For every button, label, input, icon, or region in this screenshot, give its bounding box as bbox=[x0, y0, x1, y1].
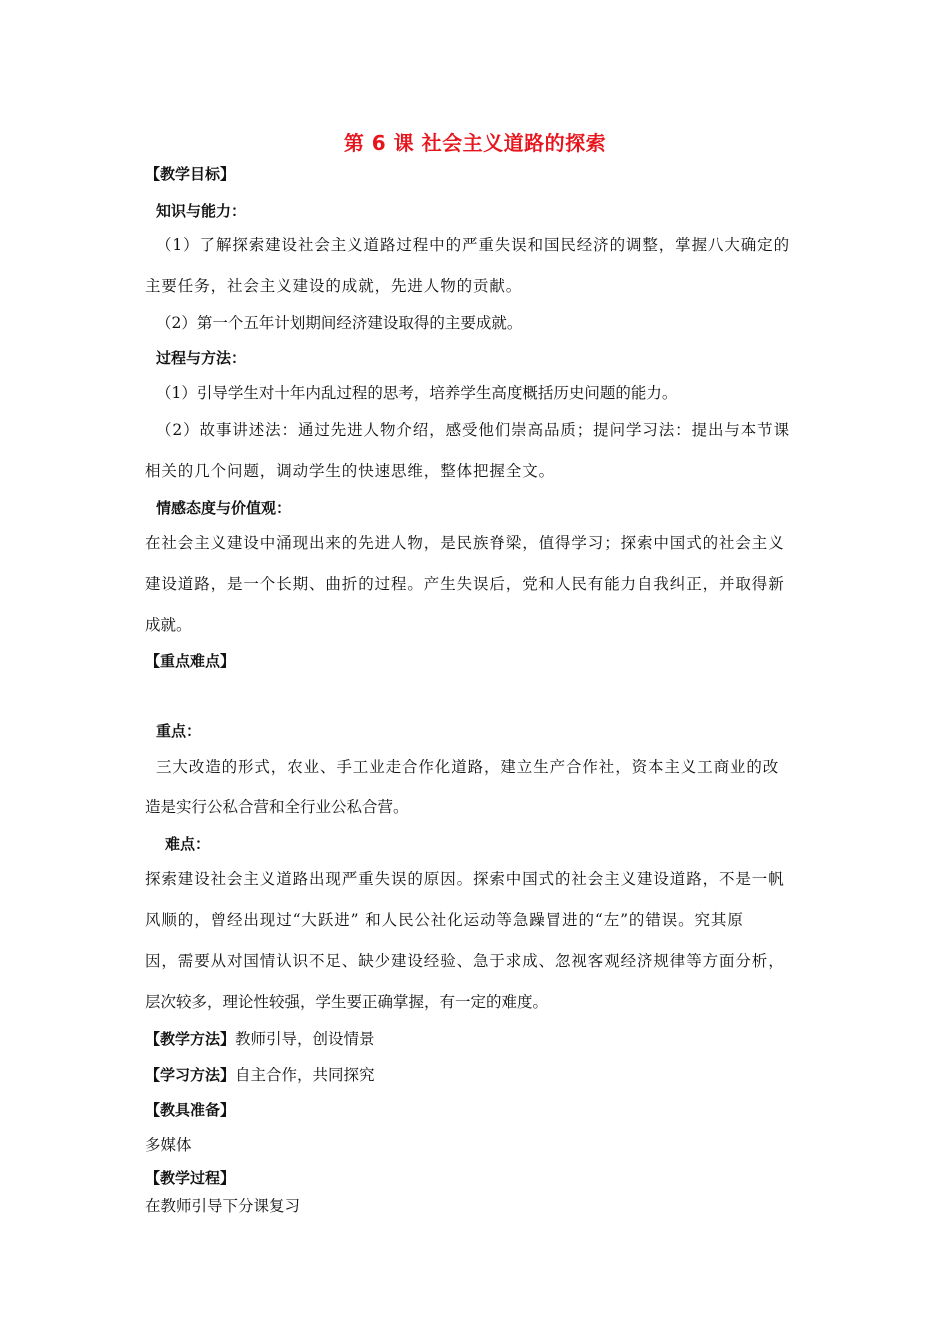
teaching-procedure-text: 在教师引导下分课复习 bbox=[145, 1197, 301, 1215]
knowledge-item-2: （2）第一个五年计划期间经济建设取得的主要成就。 bbox=[156, 314, 523, 332]
emotion-line-1: 在社会主义建设中涌现出来的先进人物，是民族脊梁，值得学习；探索中国式的社会主义 bbox=[145, 534, 785, 552]
process-item-2-line-1: （2）故事讲述法：通过先进人物介绍，感受他们崇高品质；提问学习法：提出与本节课 bbox=[156, 421, 790, 439]
teaching-method-text: 教师引导，创设情景 bbox=[235, 1030, 375, 1048]
difficulty-line-3: 因，需要从对国情认识不足、缺少建设经验、急于求成、忽视客观经济规律等方面分析， bbox=[145, 952, 785, 970]
emotion-line-3: 成就。 bbox=[145, 616, 192, 634]
emotion-line-2: 建设道路，是一个长期、曲折的过程。产生失误后，党和人民有能力自我纠正，并取得新 bbox=[145, 575, 785, 593]
difficulty-line-4: 层次较多，理论性较强，学生要正确掌握，有一定的难度。 bbox=[145, 993, 549, 1011]
key-line-1: 三大改造的形式，农业、手工业走合作化道路，建立生产合作社，资本主义工商业的改 bbox=[156, 758, 780, 776]
knowledge-item-1-line-2: 主要任务，社会主义建设的成就，先进人物的贡献。 bbox=[145, 277, 523, 295]
knowledge-subheading: 知识与能力： bbox=[156, 202, 247, 220]
emotion-subheading: 情感态度与价值观： bbox=[156, 499, 292, 517]
teaching-tools-text: 多媒体 bbox=[145, 1136, 192, 1154]
teaching-method-row bbox=[145, 1029, 375, 1049]
teaching-method-heading: 【教学方法】 bbox=[145, 1030, 236, 1048]
knowledge-item-1-line-1: （1）了解探索建设社会主义道路过程中的严重失误和国民经济的调整，掌握八大确定的 bbox=[156, 236, 790, 254]
process-item-1: （1）引导学生对十年内乱过程的思考，培养学生高度概括历史问题的能力。 bbox=[156, 384, 678, 402]
process-item-2-line-2: 相关的几个问题，调动学生的快速思维，整体把握全文。 bbox=[145, 462, 556, 480]
key-points-heading: 【重点难点】 bbox=[145, 652, 236, 670]
teaching-tools-heading: 【教具准备】 bbox=[145, 1101, 236, 1119]
study-method-row bbox=[145, 1065, 375, 1085]
objectives-heading: 【教学目标】 bbox=[145, 165, 236, 183]
difficulty-line-1: 探索建设社会主义道路出现严重失误的原因。探索中国式的社会主义建设道路，不是一帆 bbox=[145, 870, 785, 888]
key-subheading: 重点： bbox=[156, 722, 202, 740]
study-method-text: 自主合作，共同探究 bbox=[235, 1066, 375, 1084]
key-line-2: 造是实行公私合营和全行业公私合营。 bbox=[145, 798, 409, 816]
study-method-heading: 【学习方法】 bbox=[145, 1066, 236, 1084]
difficulty-subheading: 难点： bbox=[165, 835, 211, 853]
teaching-procedure-heading: 【教学过程】 bbox=[145, 1169, 236, 1187]
page-title: 第 6 课 社会主义道路的探索 bbox=[343, 131, 607, 155]
process-subheading: 过程与方法： bbox=[156, 349, 247, 367]
difficulty-line-2: 风顺的，曾经出现过“大跃进” 和人民公社化运动等急躁冒进的“左”的错误。究其原 bbox=[145, 911, 744, 929]
